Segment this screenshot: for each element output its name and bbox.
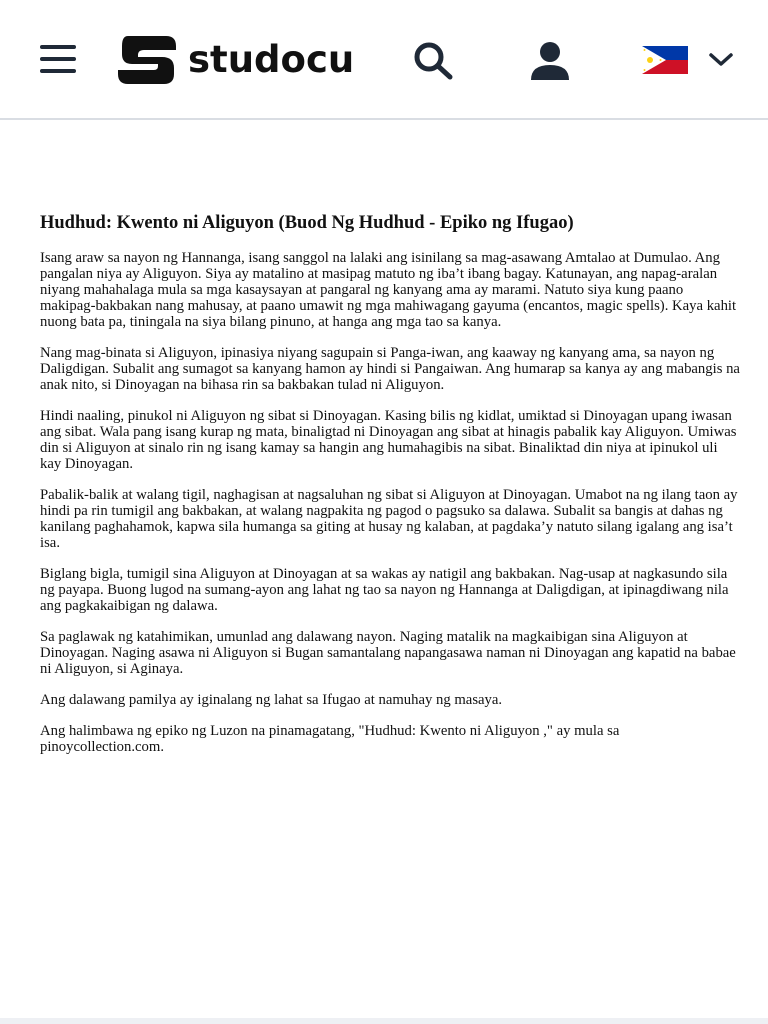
studocu-logo-text: studocu: [188, 38, 355, 81]
chevron-down-icon: [708, 52, 734, 68]
philippines-flag-icon: [642, 46, 688, 74]
document-paragraph: Sa paglawak ng katahimikan, umunlad ang dalawang nayon. Naging matalik na magkaibigan sina Aliguyon at Dinoyagan. Naging asawa ni Aliguyon si Bugan samantalang napangasawa naman ni Dinoyagan ang kapatid na babae ni Aliguyon, si Aginaya.: [40, 629, 736, 677]
document-content: [40, 210, 740, 770]
document-paragraph: Pabalik-balik at walang tigil, naghagisan at nagsaluhan ng sibat si Aliguyon at Dinoyagan. Umabot na ng ilang taon ay hindi pa rin tumigil ang bakbakan, at walang nagpakita ng pagod o pagsuko sa dalawa. Subalit sa bangis at dahas ng kanilang paghahamok, kapwa sila humanga sa giting at husay ng kalaban, at pagdaka’y natuto silang igalang ang isa’t isa.: [40, 487, 738, 551]
document-title: Hudhud: Kwento ni Aliguyon (Buod Ng Hudhud - Epiko ng Ifugao): [40, 213, 574, 233]
studocu-logo[interactable]: [116, 34, 354, 86]
search-button[interactable]: [410, 40, 456, 82]
document-paragraph: Ang halimbawa ng epiko ng Luzon na pinamagatang, "Hudhud: Kwento ni Aliguyon ," ay mula sa pinoycollection.com.: [40, 723, 620, 755]
top-navigation-bar: [0, 0, 768, 120]
user-icon: [528, 40, 572, 82]
language-selector[interactable]: [642, 44, 738, 76]
studocu-logo-mark-icon: [116, 34, 180, 86]
document-paragraph: Isang araw sa nayon ng Hannanga, isang sanggol na lalaki ang isinilang sa mag-asawang Amtalao at Dumulao. Ang pangalan niya ay Aliguyon. Siya ay matalino at masipag matuto ng iba’t ibang bagay. Katunayan, ang napag-aralan niyang mahahalaga mula sa mga kasaysayan at pangaral ng kanyang ama ay marami. Natuto siya kung paano makipag-bakbakan nang mahusay, at paano umawit ng mga mahiwagang gayuma (encantos, magic spells). Kaya kahit nuong bata pa, tiningala na siya bilang pinuno, at hanga ang mga tao sa kanya.: [40, 250, 737, 330]
document-paragraph: Nang mag-binata si Aliguyon, ipinasiya niyang sagupain si Panga-iwan, ang kaaway ng kanyang ama, sa nayon ng Daligdigan. Subalit ang sumagot sa kanyang hamon ay hindi si Pangaiwan. Ang humarap sa kanya ay ang mabangis na anak nito, si Dinoyagan na bihasa rin sa bakbakan tulad ni Aliguyon.: [40, 345, 740, 393]
hamburger-menu-icon[interactable]: [40, 44, 76, 74]
search-icon: [410, 40, 456, 82]
account-button[interactable]: [528, 40, 572, 82]
page-bottom-divider: [0, 1018, 768, 1024]
document-paragraph: Ang dalawang pamilya ay iginalang ng lahat sa Ifugao at namuhay ng masaya.: [40, 692, 503, 708]
document-paragraph: Hindi naaling, pinukol ni Aliguyon ng sibat si Dinoyagan. Kasing bilis ng kidlat, umiktad si Dinoyagan upang iwasan ang sibat. Wala pang isang kurap ng mata, binaligtad ni Dinoyagan ang sibat at hinagis pabalik kay Aliguyon. Umiwas din si Aliguyon at sinalo rin ng isang kamay sa hangin ang humahagibis na sibat. Binaliktad din niya at ipinukol uli kay Dinoyagan.: [40, 408, 737, 472]
document-paragraph: Biglang bigla, tumigil sina Aliguyon at Dinoyagan at sa wakas ay natigil ang bakbakan. Nag-usap at nagkasundo sila ng payapa. Buong lugod na sumang-ayon ang lahat ng tao sa nayon ng Hannanga at Daligdigan, at ipinagdiwang nila ang pagkakaibigan ng dalawa.: [40, 566, 729, 614]
